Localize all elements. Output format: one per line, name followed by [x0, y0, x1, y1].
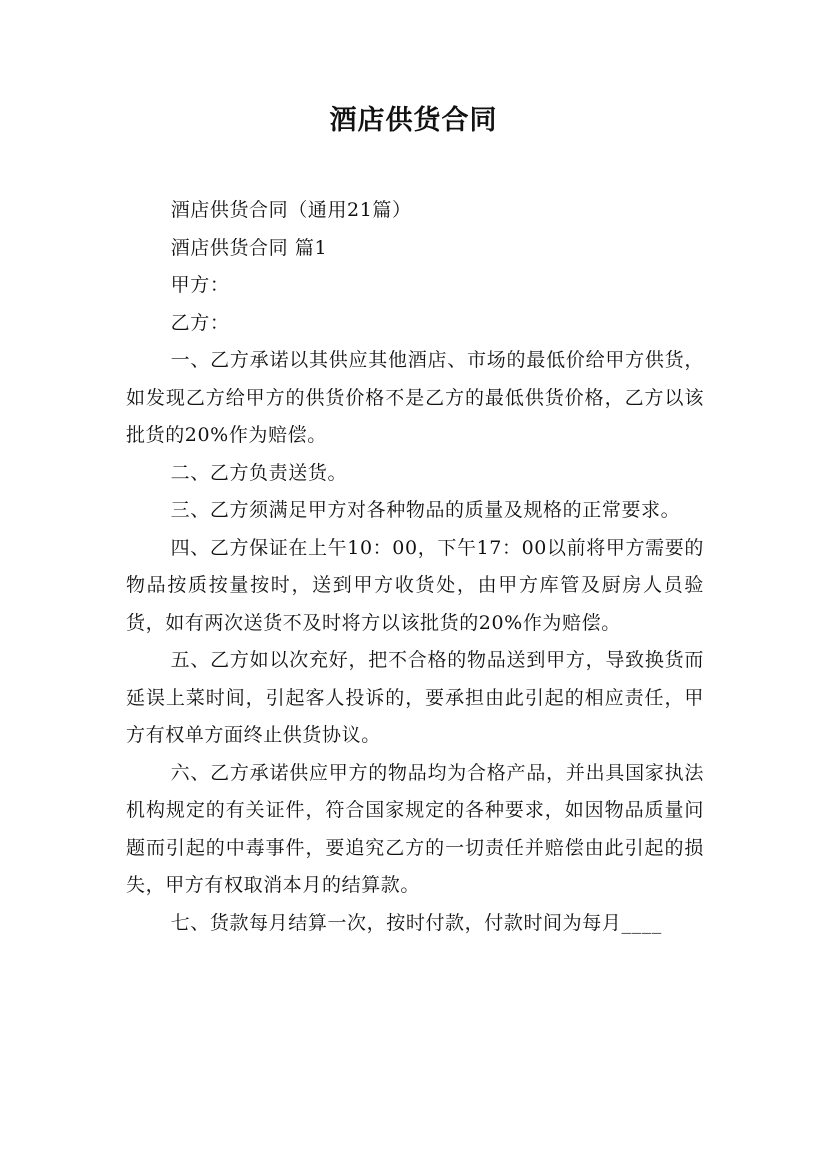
- paragraph-clause-3: 三、乙方须满足甲方对各种物品的质量及规格的正常要求。: [170, 499, 681, 521]
- paragraph-clause-6: 六、乙方承诺供应甲方的物品均为合格产品，并出具国家执法机构规定的有关证件，符合国家规定的各种要求，如因物品质量问题而引起的中毒事件，要追究乙方的一切责任并赔偿由此引起的损失，甲方有权取消本月的结算款。: [126, 761, 704, 896]
- paragraph-clause-4: 四、乙方保证在上午10：00，下午17：00以前将甲方需要的物品按质按量按时，送到甲方收货处，由甲方库管及厨房人员验货，如有两次送货不及时将方以该批货的20%作为赔偿。: [126, 536, 704, 634]
- document-title: 酒店供货合同: [329, 105, 498, 136]
- paragraph-party-a: 甲方：: [170, 274, 230, 296]
- paragraph-clause-1: 一、乙方承诺以其供应其他酒店、市场的最低价给甲方供货，如发现乙方给甲方的供货价格不是乙方的最低供货价格，乙方以该批货的20%作为赔偿。: [126, 349, 704, 446]
- paragraph-clause-2: 二、乙方负责送货。: [170, 461, 348, 484]
- paragraph-section-heading: 酒店供货合同 篇1: [170, 236, 328, 259]
- document-body: [126, 192, 704, 942]
- paragraph-clause-7: 七、货款每月结算一次，按时付款，付款时间为每月____: [170, 911, 662, 934]
- paragraph-clause-5: 五、乙方如以次充好，把不合格的物品送到甲方，导致换货而延误上菜时间，引起客人投诉的，要承担由此引起的相应责任，甲方有权单方面终止供货协议。: [126, 649, 704, 746]
- paragraph-subtitle: 酒店供货合同（通用21篇）: [170, 199, 412, 221]
- paragraph-party-b: 乙方：: [170, 311, 230, 334]
